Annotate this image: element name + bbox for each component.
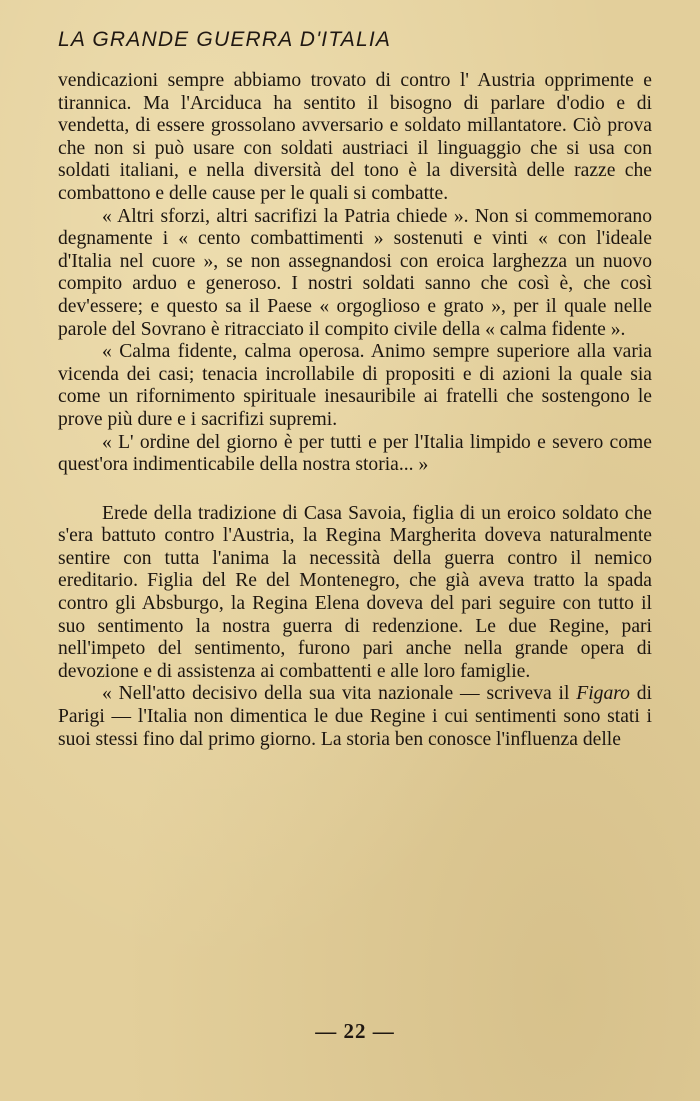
paragraph-figaro: [58, 683, 652, 751]
body-text: [58, 70, 652, 751]
figaro-text-after: di Parigi — l'Italia non dimentica le due Regine i cui sentimenti sono stati i suoi stessi fino dal primo giorno. La storia ben conosce l'influenza delle: [58, 683, 653, 750]
paragraph-quote-calma: « Calma fidente, calma operosa. Animo sempre superiore alla varia vicenda dei casi; tenacia incrollabile di propositi e di azioni la quale sia come un rifornimento spirituale inesauribile ai fratelli che sostengono le prove più dure e i sacrifizi supremi.: [58, 341, 652, 430]
paragraph-quote-sforzi: « Altri sforzi, altri sacrifizi la Patria chiede ». Non si commemorano degnamente i « cento combattimenti » sostenuti e vinti « con l'ideale d'Italia nel cuore », se non assegnandosi con eroica larghezza un nuovo compito arduo e generoso. I nostri soldati sanno che così è, che così dev'essere; e questo sa il Paese « orgoglioso e grato », per il quale nelle parole del Sovrano è ritracciato il compito civile della « calma fidente ».: [58, 205, 652, 340]
paragraph-continuation: vendicazioni sempre abbiamo trovato di contro l' Austria opprimente e tirannica. Ma l'Arciduca ha sentito il bisogno di parlare d'odio e di vendetta, di essere grossolano avversario e soldato millantatore. Ciò prova che non si può usare con soldati austriaci il linguaggio che si usa con soldati italiani, e nella diversità del tono è la diversità delle razze che combattono e delle cause per le quali si combatte.: [58, 70, 652, 204]
paragraph-quote-ordine: « L' ordine del giorno è per tutti e per l'Italia limpido e severo come quest'ora indimenticabile della nostra storia... »: [58, 431, 652, 476]
figaro-text-before: « Nell'atto decisivo della sua vita nazionale — scriveva il: [102, 683, 577, 705]
figaro-title: Figaro: [576, 683, 630, 705]
paragraph-regine: Erede della tradizione di Casa Savoia, figlia di un eroico soldato che s'era battuto contro l'Austria, la Regina Margherita doveva naturalmente sentire con tutta l'anima la necessità della guerra contro il nemico ereditario. Figlia del Re del Montenegro, che già aveva tratto la spada contro gli Absburgo, la Regina Elena doveva del pari seguire con tutto il suo sentimento la nostra guerra di redenzione. Le due Regine, pari nell'impeto del sentimento, furono pari anche nella grande opera di devozione e di assistenza ai combattenti e alle loro famiglie.: [58, 502, 652, 682]
page-number: — 22 —: [315, 1019, 395, 1043]
running-head: LA GRANDE GUERRA D'ITALIA: [58, 28, 392, 51]
book-page: [58, 24, 652, 1084]
